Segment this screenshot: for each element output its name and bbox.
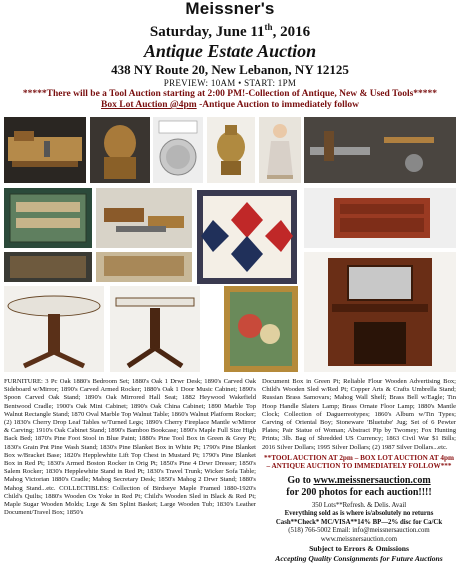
consignments-note: Accepting Quality Consignments for Future Auctions [275,553,443,563]
website-link[interactable]: www.meissnersauction.com [313,475,431,487]
as-is-note: Everything sold as is where is/absolutely no returns [284,510,434,518]
tool-auction-banner: *****There will be a Tool Auction starting at 2:00 PM!-Collection of Antique, New & Used Tools***** [22,89,438,99]
painting-photo [224,286,298,372]
terms-block [262,502,456,544]
victorian-stand-photo [110,286,200,372]
samovar-photo [207,117,255,183]
auction-header [0,0,460,111]
wood-plane-photo [4,117,86,183]
bronze-bust-photo [90,117,150,183]
errors-note: Subject to Errors & Omissions [309,544,409,554]
brand-name: Meissner's [185,0,275,18]
tools-photo [304,117,456,183]
marble-table-photo [4,286,104,372]
preview-times: PREVIEW: 10AM • START: 1PM [163,78,297,88]
red-dresser-photo [304,188,456,248]
payment-terms: Cash**Check* MC/VISA**14% BP—2% disc for Ca/Ck [275,518,443,526]
furniture-collectibles-list [4,378,256,578]
auction-title: Antique Estate Auction [143,41,317,61]
fireplace-mantel-photo [304,252,456,372]
lots-info: 350 Lots**Refresh. & Delis. Avail [311,502,407,510]
tool-box-photo [4,252,92,282]
website-callout: Go to www.meissnersauction.com [287,475,431,487]
wood-box-photo [96,252,192,282]
furniture-list: FURNITURE: 3 Pc Oak 1880's Bedroom Set; 1880's Oak 1 Drwr Desk; 1890's Carved Oak Sideboard w/Mirror; 1890's Carved Armed Rocker; 1880's Oak 1 Door Music Cabinet; 1890's Spoon Carved Oak Stand; 1890's Oak Mirrored Hall Seat; 1882 Heywood Wakefield Bentwood Cradle; 1900's Oak Mini Cabinet; 1890's Oak China Cabinet; 1890 Marble Top Walnut Rectangle Stand; 1870 Oval Marble Top Walnut Table; 1860's Walnut Platform Rocker; (2) 1830's Cherry Drop Leaf Tables w/Turned Legs; 1890's Cherry Fireplace Mantle w/Mirror & Carving; 1910's Oak Cabinet Stand; 1890's Bamboo Bookcase; 1890's Maple Full Size High Back Bed; 1870's Pine Foot Stool in Blue Paint; 1880's Pine Tool Box in Green & Grey Pt; 1830's Grain Pnt Pine Wash Stand; 1830's Pine Blanket Box in White Pt; 1790's Pine Blanket Box w/Bracket Base; 1820's Hepplewhite Lift Top Chest in Mustard Pt; 1790's Pine Blanket Box in Red Pt; 1830's Armed Boston Rocker in Orig Pt; 1850's Pine 4 Drwr Dresser; 1850's Salem Rocker; 1830's Hepplewhite Stand in Red Pt; 1830's Travel Trunk; Wicker Sofa Table; Mahog Victorian 1880's Cradle; Mahog Secretary Desk; 1850's Mahog 2 Drwr Stand; 1880's Mahog Stand...etc. [4,378,256,492]
collectibles-list: COLLECTIBLES: Collection of Birdseye Maple Framed 1880-1920's Child's Quilts; 1880's Wooden Ox Yoke in Red Pt; Child's Wooden Sled in Black & Red Pt; Maple Sugar Wooden Molds; Lrge & Sm Splint Basket; Large Wooden Tub; 1830's Leather Document/Travel Box; 1850's [4,484,256,517]
right-column [262,378,456,563]
quilt-photo [197,190,297,284]
contact-info: (518) 766-5002 Email: info@meissnersauction.com [288,527,430,535]
planes-photo [96,188,192,248]
collectibles-continued: Document Box in Green Pt; Reliable Flour Wooden Advertising Box; Child's Wooden Sled w/Red Pt; Copper Arts & Crafts Umbrella Stand; Russian Brass Samovars; Mahog Wall Shelf; Brass Bell w/Eagle; Tin Hoop Handle Slaters Lamp; Brass Ornate Floor Lamp; 1880's Mantle Clock; Collection of Daguerreotypes; 1860's Album w/Tin Types; Carving of Oriental Boy; Stoneware 'Bluetube' Jug; Set of 6 Pewter Plates; Pair Statue of Woman; Abstract Pip by Twomey; Fox Hunting Prints; 3lb. Bag of Shredded US Currency; 1863 Civil War $1 Bills; 2016 Silver Dollars; 1995 Silver Dollars; (2) 1987 Silver Dollars...etc. [262,378,456,451]
website-text: www.meissnersauction.com [320,535,398,543]
auction-date: Saturday, June 11th, 2016 [149,22,311,40]
schedule-note: **TOOL AUCTION AT 2pm – BOX LOT AUCTION AT 4pm – ANTIQUE AUCTION TO IMMEDIATELY FOLLOW*** [264,453,454,471]
photos-callout: for 200 photos for each auction!!!! [286,487,432,499]
silver-coins-photo [153,117,203,183]
auction-address: 438 NY Route 20, New Lebanon, NY 12125 [111,62,349,77]
figurine-photo [259,117,301,183]
tool-chest-photo [4,188,92,248]
box-lot-banner: Box Lot Auction @4pm -Antique Auction to immediately follow [101,100,359,110]
